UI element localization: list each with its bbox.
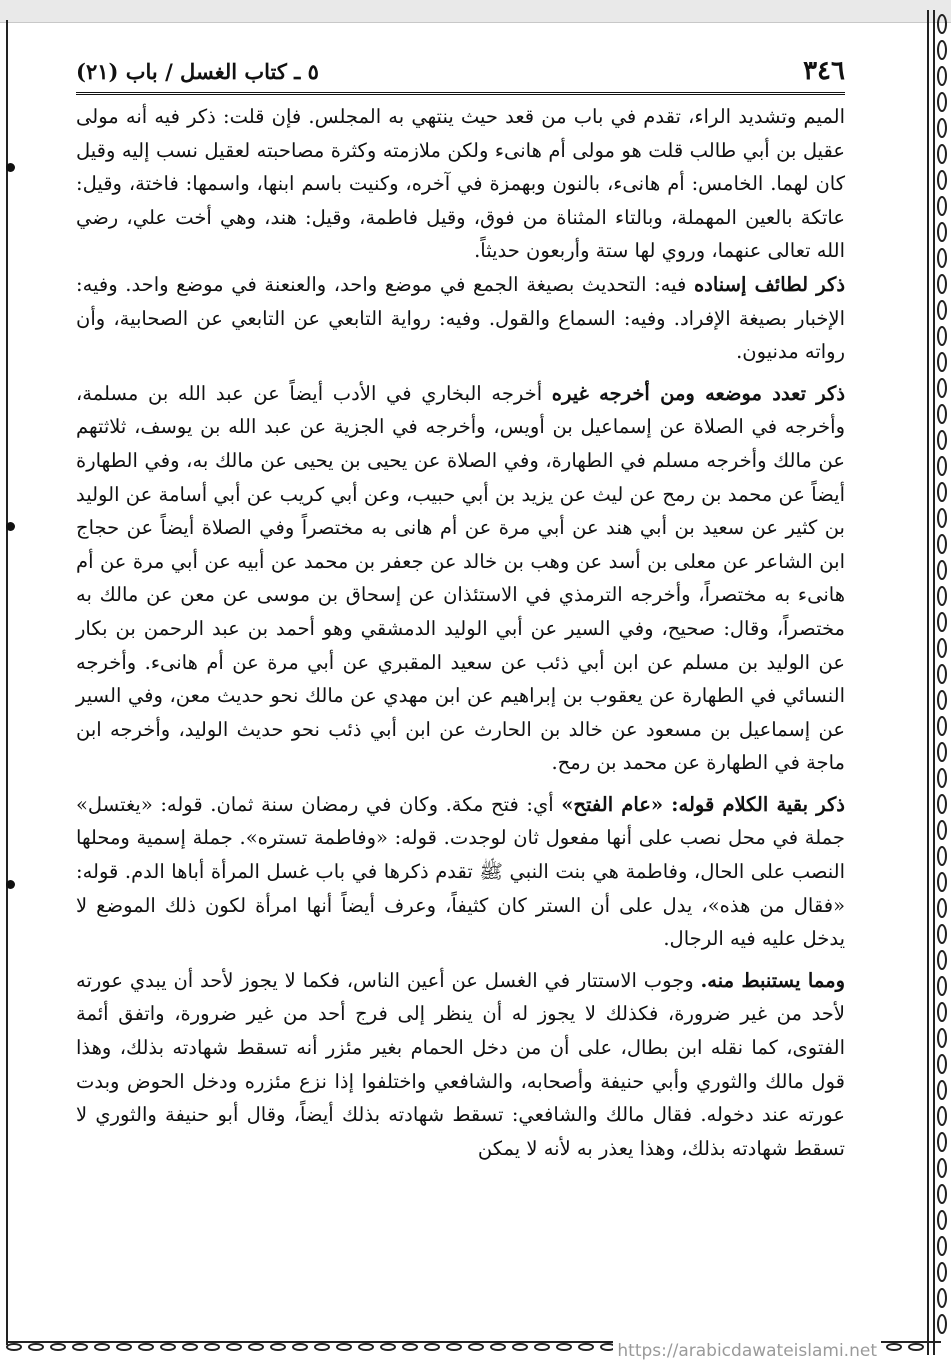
paragraph-text: وجوب الاستتار في الغسل عن أعين الناس، فكما لا يجوز لأحد أن يبدي عورته لأحد من غير ضرورة، فكذلك لا يجوز له أن ينظر إلى فرج أحد من غير ضرورة، واتفق أئمة الفتوى، كما نقله ابن بطال، على أن من دخل الحمام بغير مئزر أنه تسقط شهادته بذلك، وهذا قول مالك والثوري وأبي حنيفة وأصحابه، والشافعي واختلفوا إذا نزع مئزره ودخل الحوض وبدت عورته عند دخوله. فقال مالك والشافعي: تسقط شهادته بذلك أيضاً، وقال أبو حنيفة والثوري لا تسقط شهادته بذلك، وهذا يعذر به لأنه لا يمكن [76,968,845,1160]
border-ornament [937,1314,947,1334]
border-ornament [937,898,947,918]
paragraph-text: الميم وتشديد الراء، تقدم في باب من قعد حيث ينتهي به المجلس. فإن قلت: ذكر فيه أنه مولى عقيل بن أبي طالب قلت هو مولى أم هانىء ولكن ملازمته وكثرة مصاحبته لعقيل نسب إليه وقيل كان لهما. الخامس: أم هانىء، بالنون وبهمزة في آخره، وكنيت باسم ابنها، واسمها: فاختة، وقيل: عاتكة بالعين المهملة، وبالتاء المثناة من فوق، وقيل فاطمة، وقيل: هند، وهي أخت علي، رضي الله تعالى عنهما، وروي لها ستة وأربعون حديثاً. [76,105,845,263]
border-ornament [512,1343,528,1351]
paragraph [76,377,845,780]
border-ornament [937,66,947,86]
border-ornament [534,1343,550,1351]
page-number: ٣٤٦ [803,56,845,86]
border-ornament [937,560,947,580]
paragraph-text: فيه: التحديث بصيغة الجمع في موضع واحد، والعنعنة في موضع واحد. وفيه: الإخبار بصيغة الإفراد. وفيه: السماع والقول. وفيه: رواية التابعي عن التابعي عن الصحابية، وأن رواته مدنيون. [76,272,845,364]
border-ornament [937,794,947,814]
border-ornament [937,1132,947,1152]
page-frame-right [865,10,951,1355]
border-ornament [72,1343,88,1351]
border-ornament [248,1343,264,1351]
border-ornament [937,482,947,502]
border-ornament [937,378,947,398]
border-ornament [446,1343,462,1351]
scan-border [0,0,951,23]
border-ornament [937,976,947,996]
border-ornament [937,170,947,190]
page-body [76,100,845,1165]
border-ornament [937,1106,947,1126]
border-ornament [50,1343,66,1351]
paragraph-heading: ومما يستنبط منه. [700,968,845,992]
border-ornament [336,1343,352,1351]
page-frame-left [6,20,8,1345]
paragraph [76,268,845,369]
paragraph-text: أخرجه البخاري في الأدب أيضاً عن عبد الله بن مسلمة، وأخرجه في الصلاة عن إسماعيل بن أويس، وأخرجه في الجزية عن عبد الله بن يوسف، ثلاثتهم عن مالك وأخرجه مسلم في الطهارة، وفي الصلاة عن يحيى بن يحيى عن مالك به، وفي الطهارة أيضاً عن محمد بن رمح عن ليث عن يزيد بن أبي حبيب، وعن أبي كريب عن أبي أسامة عن الوليد بن كثير عن سعيد بن أبي هند عن أبي مرة عن أم هانى به مختصراً وفي الصلاة أيضاً عن حجاج ابن الشاعر عن معلى بن أسد عن وهب بن خالد عن جعفر بن محمد عن أبيه عن أبي مرة عن أم هانىء به مختصراً، وأخرجه الترمذي في الاستئذان عن إسحاق بن موسى عن معن عن مالك به مختصراً، وقال: صحيح، وفي السير عن أبي الوليد الدمشقي وهو أحمد بن عبد الرحمن بن بكار عن الوليد بن مسلم عن ابن أبي ذئب عن سعيد المقبري عن أبي مرة عن أم هانىء. وأخرجه النسائي في الطهارة عن يعقوب بن إبراهيم عن ابن مهدي عن مالك نحو حديث معن، وفي السير عن إسماعيل بن مسعود عن خالد بن الحارث عن ابن أبي ذئب نحو حديث الوليد، وأخرجه ابن ماجة في الطهارة عن محمد بن رمح. [76,381,845,775]
border-ornament [402,1343,418,1351]
border-ornament [116,1343,132,1351]
border-ornament [937,1002,947,1022]
border-ornament [937,638,947,658]
border-ornament [937,1158,947,1178]
border-ornament [424,1343,440,1351]
border-ornament [937,118,947,138]
border-ornament [937,586,947,606]
border-ornament [358,1343,374,1351]
border-ornament [937,924,947,944]
border-ornament [937,1054,947,1074]
border-ornament [937,1080,947,1100]
border-ornament [937,690,947,710]
border-ornament [292,1343,308,1351]
border-ornament [937,1262,947,1282]
watermark-url: https://arabicdawateislami.net [613,1341,881,1361]
border-ornament [937,1210,947,1230]
border-ornament [908,1343,924,1351]
border-ornament [937,820,947,840]
border-ornament [937,300,947,320]
border-ornament [28,1343,44,1351]
page-header [76,50,845,95]
border-ornament [937,456,947,476]
border-ornament [6,1343,22,1351]
margin-dot [6,880,15,889]
border-ornament [937,430,947,450]
border-ornament [937,248,947,268]
paragraph [76,788,845,956]
border-ornament [138,1343,154,1351]
border-ornament [937,274,947,294]
border-ornament [937,742,947,762]
border-ornament [937,144,947,164]
paragraph-heading: ذكر تعدد موضعه ومن أخرجه غيره [551,381,845,405]
border-ornament [556,1343,572,1351]
border-ornament [937,612,947,632]
border-ornament [937,950,947,970]
border-ornament [937,1028,947,1048]
border-ornament [270,1343,286,1351]
border-ornament [937,716,947,736]
border-ornament [937,846,947,866]
paragraph-text: أي: فتح مكة. وكان في رمضان سنة ثمان. قوله: «يغتسل» جملة في محل نصب على أنها مفعول ثان لوجدت. قوله: «وفاطمة تستره». جملة إسمية ومحلها النصب على الحال، وفاطمة هي بنت النبي ﷺ تقدم ذكرها في باب غسل المرأة أباها الدم. قوله: «فقال من هذه»، يدل على أن الستر كان كثيفاً، وعرف أيضاً أنها امرأة لكون ذلك الموضع لا يدخل عليه فيه الرجال. [76,792,845,951]
chapter-title: ٥ ـ كتاب الغسل / باب (٢١) [76,58,319,84]
border-ornament [204,1343,220,1351]
border-ornament [468,1343,484,1351]
border-ornament [226,1343,242,1351]
paragraph-heading: ذكر بقية الكلام قوله: «عام الفتح» [561,792,845,816]
border-ornament [490,1343,506,1351]
border-ornament [160,1343,176,1351]
paragraph [76,100,845,268]
border-ornament [94,1343,110,1351]
border-ornament [380,1343,396,1351]
border-ornament [937,1236,947,1256]
margin-dot [6,163,15,172]
border-ornament [314,1343,330,1351]
border-ornament [937,1288,947,1308]
border-ornament [937,1184,947,1204]
border-ornament [937,14,947,34]
border-ornament [886,1343,902,1351]
border-ornament [937,768,947,788]
paragraph-heading: ذكر لطائف إسناده [693,272,846,296]
border-ornament [937,222,947,242]
border-ornament [937,196,947,216]
paragraph [76,964,845,1166]
border-ornament [937,326,947,346]
border-ornament [937,92,947,112]
border-ornament [937,40,947,60]
border-ornament [937,872,947,892]
border-ornament [937,534,947,554]
border-ornament [937,664,947,684]
border-ornament [578,1343,594,1351]
border-ornament [937,404,947,424]
border-ornament [937,352,947,372]
border-ornament [182,1343,198,1351]
border-ornament [937,508,947,528]
margin-dot [6,522,15,531]
